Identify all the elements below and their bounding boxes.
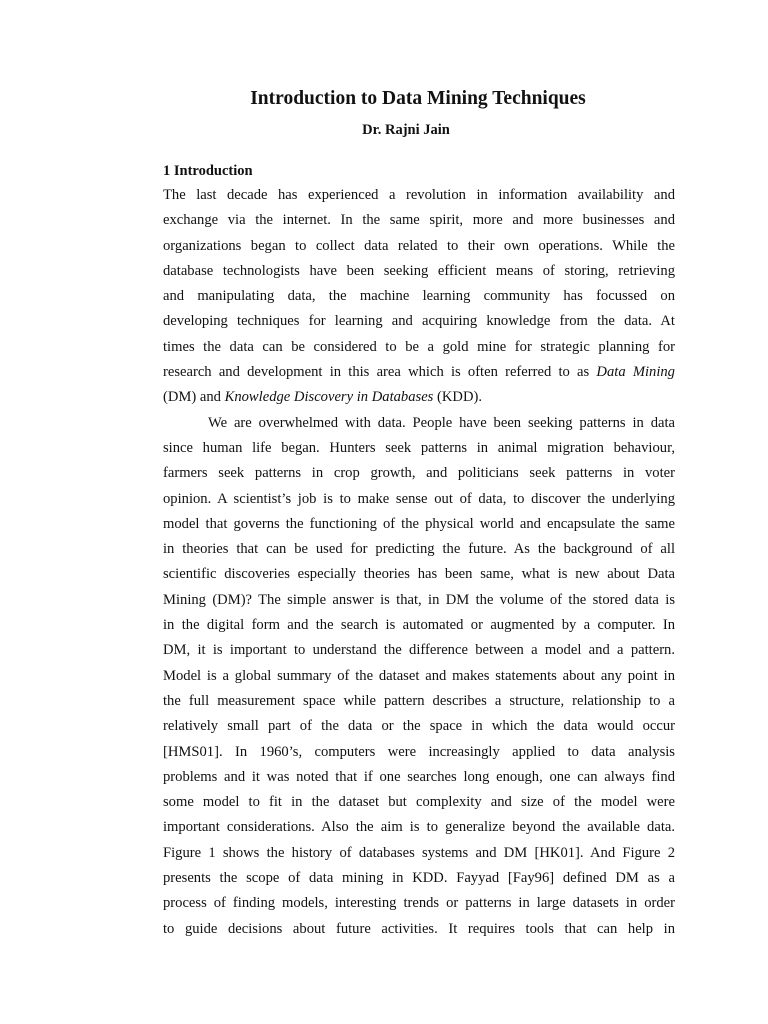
text-line: database technologists have been seeking efficient means of storing, retrieving — [163, 262, 675, 279]
text-line: research and development in this area which is often referred to as Data Mining — [163, 364, 675, 381]
text-line: the full measurement space while pattern describes a structure, relationship to a — [163, 692, 675, 709]
text-line: opinion. A scientist’s job is to make sense out of data, to discover the underlying — [163, 490, 675, 507]
text-line: process of finding models, interesting trends or patterns in large datasets in order — [163, 895, 675, 912]
text-line: farmers seek patterns in crop growth, and politicians seek patterns in voter — [163, 465, 675, 482]
text-line: DM, it is important to understand the difference between a model and a pattern. — [163, 642, 675, 659]
text-line: scientific discoveries especially theories has been same, what is new about Data — [163, 566, 675, 583]
text-line: Figure 1 shows the history of databases systems and DM [HK01]. And Figure 2 — [163, 844, 675, 861]
text-line: in the digital form and the search is automated or augmented by a computer. In — [163, 617, 675, 634]
text-line: Model is a global summary of the dataset and makes statements about any point in — [163, 667, 675, 684]
paragraph-2 — [163, 411, 675, 942]
text-line: times the data can be considered to be a gold mine for strategic planning for — [163, 338, 675, 355]
text-line: problems and it was noted that if one searches long enough, one can always find — [163, 768, 675, 785]
text-line: some model to fit in the dataset but complexity and size of the model were — [163, 794, 675, 811]
paragraph-1 — [163, 183, 675, 411]
section-heading: 1 Introduction — [163, 163, 253, 179]
text-line: and manipulating data, the machine learning community has focussed on — [163, 288, 675, 305]
text-line: to guide decisions about future activities. It requires tools that can help in — [163, 920, 675, 937]
text-line: developing techniques for learning and acquiring knowledge from the data. At — [163, 313, 675, 330]
text-line: presents the scope of data mining in KDD. Fayyad [Fay96] defined DM as a — [163, 870, 675, 887]
paper-author: Dr. Rajni Jain — [362, 122, 450, 138]
paper-title: Introduction to Data Mining Techniques — [250, 88, 586, 109]
text-line: The last decade has experienced a revolution in information availability and — [163, 187, 675, 203]
text-line: We are overwhelmed with data. People have been seeking patterns in data — [208, 414, 675, 431]
body-text — [163, 183, 675, 942]
text-line: in theories that can be used for predicting the future. As the background of all — [163, 541, 675, 558]
text-line: relatively small part of the data or the space in which the data would occur — [163, 718, 675, 735]
term-kdd: Knowledge Discovery in Databases — [224, 389, 434, 406]
text-line: exchange via the internet. In the same spirit, more and more businesses and — [163, 212, 675, 229]
text-line: [HMS01]. In 1960’s, computers were increasingly applied to data analysis — [163, 743, 675, 760]
text-line: model that governs the functioning of the physical world and encapsulate the same — [163, 515, 675, 532]
text-line: (DM) and Knowledge Discovery in Databases (KDD). — [163, 389, 482, 406]
text-line: since human life began. Hunters seek patterns in animal migration behaviour, — [163, 439, 675, 456]
text-line: organizations began to collect data related to their own operations. While the — [163, 237, 675, 254]
term-data-mining: Data Mining — [596, 364, 675, 381]
text-line: important considerations. Also the aim is to generalize beyond the available data. — [163, 819, 675, 836]
text-line: Mining (DM)? The simple answer is that, in DM the volume of the stored data is — [163, 591, 675, 608]
